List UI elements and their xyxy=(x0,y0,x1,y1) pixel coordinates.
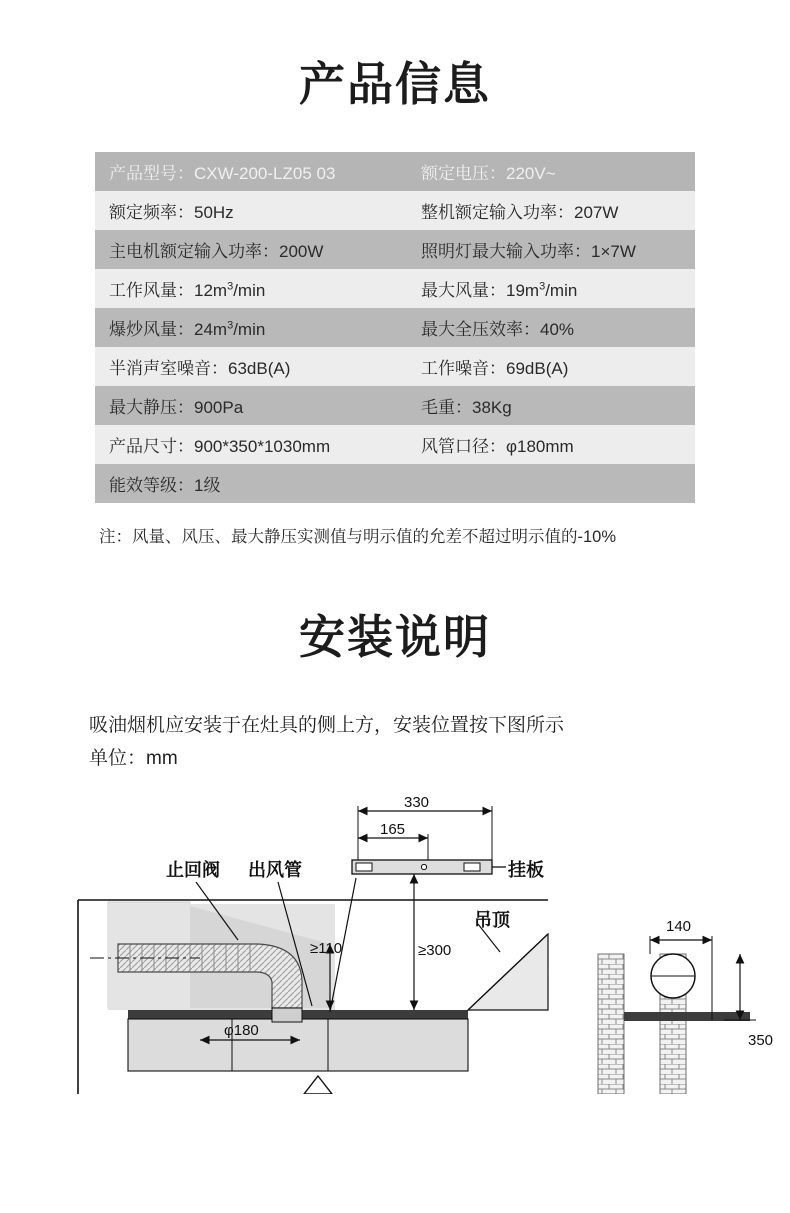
spec-cell-left: 爆炒风量：$24m^3/\min$ xyxy=(95,308,407,347)
spec-cell-right: 照明灯最大输入功率：1×7W xyxy=(407,230,695,269)
label-hanging-plate: 挂板 xyxy=(508,859,544,880)
dimension-min110: ≥110 xyxy=(310,939,343,957)
install-description-line2: 单位：mm xyxy=(89,748,178,770)
spec-table xyxy=(95,152,695,503)
installation-diagram-svg xyxy=(0,794,790,1094)
table-row xyxy=(95,347,695,386)
spec-cell-left: 产品尺寸：900*350*1030mm xyxy=(95,425,407,464)
dimension-350: 350 xyxy=(748,1031,774,1049)
spec-cell-left: 工作风量：$12m^3/\min$ xyxy=(95,269,407,308)
table-row xyxy=(95,308,695,347)
spec-cell-right: 工作噪音：69dB(A) xyxy=(407,347,695,386)
page-title-product-info: 产品信息 xyxy=(299,58,491,110)
spec-cell-left: 产品型号：CXW-200-LZ05 03 xyxy=(95,152,407,191)
table-row xyxy=(95,269,695,308)
table-row xyxy=(95,191,695,230)
spec-cell-left: 半消声室噪音：63dB(A) xyxy=(95,347,407,386)
install-description xyxy=(85,709,705,776)
table-row xyxy=(95,464,695,503)
label-ceiling: 吊顶 xyxy=(474,909,510,930)
spec-cell-right: 额定电压：220V~ xyxy=(407,152,695,191)
page-title-install-instructions: 安装说明 xyxy=(299,611,491,663)
spec-cell-right: 最大全压效率：40% xyxy=(407,308,695,347)
dimension-140: 140 xyxy=(666,917,692,935)
spec-cell-right: 整机额定输入功率：207W xyxy=(407,191,695,230)
label-check-valve: 止回阀 xyxy=(166,859,220,880)
dimension-phi180: φ180 xyxy=(224,1021,259,1039)
table-row xyxy=(95,152,695,191)
spec-cell-left: 最大静压：900Pa xyxy=(95,386,407,425)
spec-cell-right: 最大风量：$19m^3/\min$ xyxy=(407,269,695,308)
table-row xyxy=(95,230,695,269)
spec-cell-right: 风管口径：φ180mm xyxy=(407,425,695,464)
spec-cell-left: 主电机额定输入功率：200W xyxy=(95,230,407,269)
spec-cell-right xyxy=(407,464,695,503)
table-row xyxy=(95,425,695,464)
install-description-line1: 吸油烟机应安装于在灶具的侧上方，安装位置按下图所示 xyxy=(89,715,565,736)
dimension-min300: ≥300 xyxy=(418,941,452,959)
spec-cell-left: 能效等级：1级 xyxy=(95,464,407,503)
dimension-330: 330 xyxy=(404,793,430,811)
spec-cell-right: 毛重：38Kg xyxy=(407,386,695,425)
table-row xyxy=(95,386,695,425)
label-outlet-duct: 出风管 xyxy=(248,859,302,880)
dimension-165: 165 xyxy=(380,820,406,838)
spec-table-note: 注：风量、风压、最大静压实测值与明示值的允差不超过明示值的-10% xyxy=(99,528,617,546)
spec-cell-left: 额定频率：50Hz xyxy=(95,191,407,230)
installation-diagram xyxy=(0,794,790,1094)
